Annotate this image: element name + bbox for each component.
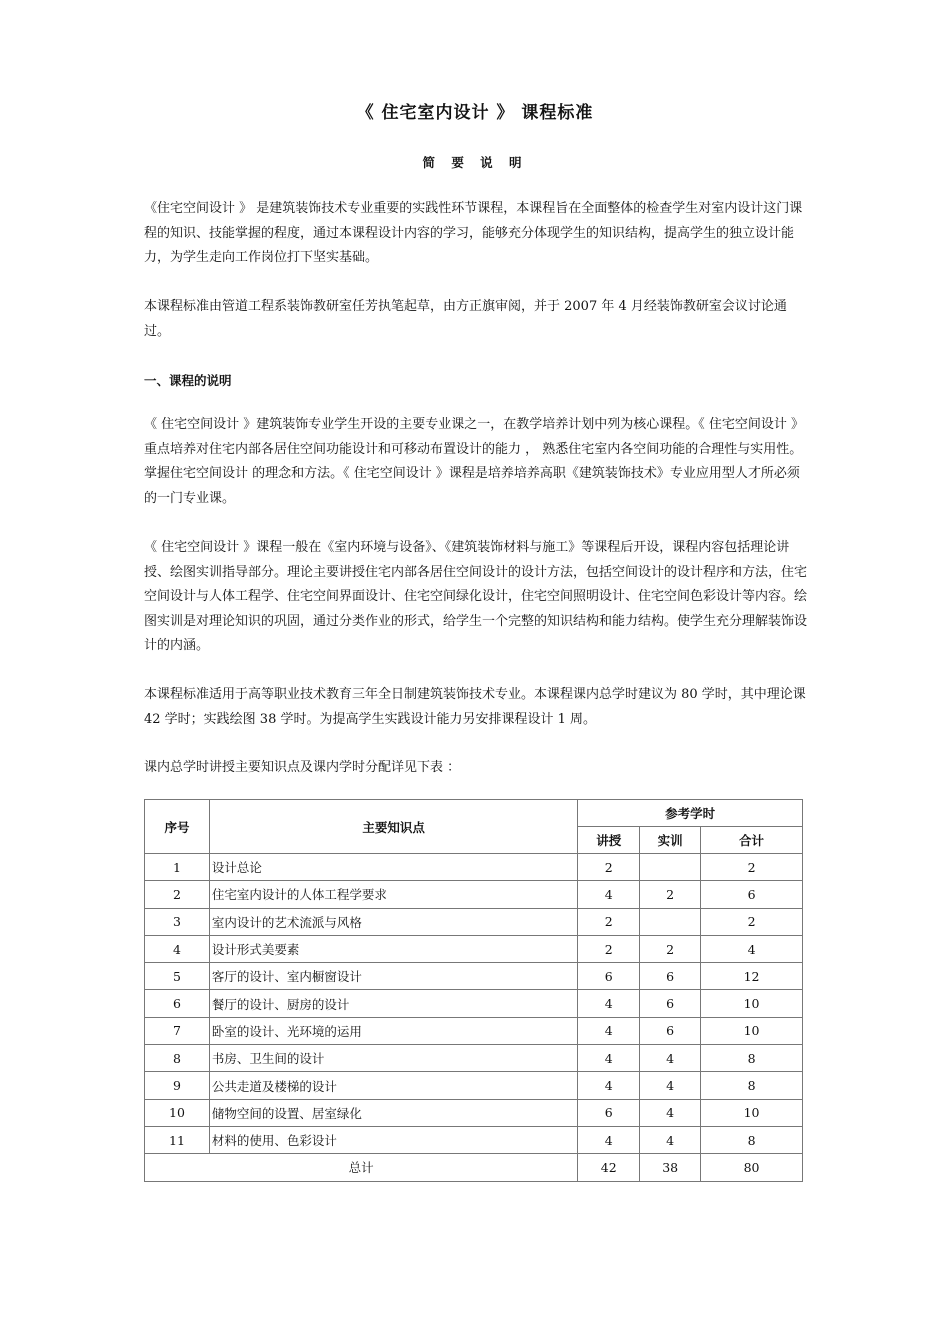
cell-topic: 卧室的设计、光环境的运用 (209, 1017, 577, 1044)
cell-total: 8 (701, 1072, 803, 1099)
cell-lecture: 4 (578, 881, 640, 908)
cell-topic: 住宅室内设计的人体工程学要求 (209, 881, 577, 908)
table-row (145, 1072, 803, 1099)
header-total: 合计 (701, 827, 803, 854)
document-title: 《 住宅室内设计 》 课程标准 (356, 103, 594, 123)
body-paragraph-2: 《 住宅空间设计 》课程一般在《室内环境与设备》、《建筑装饰材料与施工》等课程后开设，课程内容包括理论讲授、绘图实训指导部分。理论主要讲授住宅内部各居住空间设计的设计方法，包括空间设计的设计程序和方法，住宅空间设计与人体工程学、住宅空间界面设计、住宅空间绿化设计，住宅空间照明设计、住宅空间色彩设计等内容。绘图实训是对理论知识的巩固，通过分类作业的形式，给学生一个完整的知识结构和能力结构。使学生充分理解装饰设计的内涵。 (144, 540, 808, 653)
cell-practice: 2 (640, 881, 701, 908)
section-heading: 一、课程的说明 (144, 373, 232, 388)
summary-lecture: 42 (578, 1154, 640, 1181)
intro-paragraph-2: 本课程标准由管道工程系装饰教研室任芳执笔起草，由方正旗审阅，并于 2007 年 4 月经装饰教研室会议讨论通过。 (144, 299, 787, 339)
cell-no: 8 (145, 1045, 210, 1072)
summary-practice: 38 (640, 1154, 701, 1181)
cell-practice: 6 (640, 990, 701, 1017)
cell-no: 5 (145, 963, 210, 990)
cell-topic: 材料的使用、色彩设计 (209, 1126, 577, 1153)
header-lecture: 讲授 (578, 827, 640, 854)
body-paragraph-1: 《 住宅空间设计 》建筑装饰专业学生开设的主要专业课之一，在教学培养计划中列为核心课程。《 住宅空间设计 》重点培养对住宅内部各居住空间功能设计和可移动布置设计的能力 ， 熟悉住宅室内各空间功能的合理性与实用性。掌握住宅空间设计 的理念和方法。《 住宅空间设计 》课程是培养培养高职《建筑装饰技术》专业应用型人才所必须的一门专业课。 (144, 417, 805, 506)
header-practice: 实训 (640, 827, 701, 854)
cell-no: 10 (145, 1099, 210, 1126)
table-row (145, 990, 803, 1017)
summary-label: 总计 (145, 1154, 578, 1181)
table-row (145, 1017, 803, 1044)
cell-total: 10 (701, 1017, 803, 1044)
cell-topic: 储物空间的设置、居室绿化 (209, 1099, 577, 1126)
cell-practice: 4 (640, 1072, 701, 1099)
cell-lecture: 4 (578, 1045, 640, 1072)
summary-row (145, 1154, 803, 1181)
cell-no: 1 (145, 854, 210, 881)
cell-topic: 设计形式美要素 (209, 935, 577, 962)
cell-topic: 室内设计的艺术流派与风格 (209, 908, 577, 935)
cell-lecture: 4 (578, 990, 640, 1017)
cell-total: 4 (701, 935, 803, 962)
cell-practice (640, 908, 701, 935)
cell-no: 4 (145, 935, 210, 962)
header-topic: 主要知识点 (209, 800, 577, 854)
table-row (145, 908, 803, 935)
table-row (145, 963, 803, 990)
cell-practice: 4 (640, 1099, 701, 1126)
table-row (145, 1126, 803, 1153)
cell-practice: 6 (640, 963, 701, 990)
cell-lecture: 4 (578, 1072, 640, 1099)
header-ref-hours: 参考学时 (578, 800, 803, 827)
intro-paragraph-1: 《住宅空间设计 》 是建筑装饰技术专业重要的实践性环节课程，本课程旨在全面整体的检查学生对室内设计这门课程的知识、技能掌握的程度，通过本课程设计内容的学习，能够充分体现学生的知识结构，提高学生的独立设计能力，为学生走向工作岗位打下坚实基础。 (144, 201, 803, 265)
table-row (145, 854, 803, 881)
cell-total: 8 (701, 1045, 803, 1072)
cell-no: 9 (145, 1072, 210, 1099)
cell-practice: 2 (640, 935, 701, 962)
table-row (145, 1045, 803, 1072)
cell-total: 6 (701, 881, 803, 908)
cell-topic: 餐厅的设计、厨房的设计 (209, 990, 577, 1017)
cell-lecture: 2 (578, 908, 640, 935)
body-paragraph-4: 课内总学时讲授主要知识点及课内学时分配详见下表 ： (144, 760, 461, 775)
cell-lecture: 4 (578, 1017, 640, 1044)
summary-total: 80 (701, 1154, 803, 1181)
cell-no: 2 (145, 881, 210, 908)
table-row (145, 1099, 803, 1126)
header-index: 序号 (145, 800, 210, 854)
cell-practice: 4 (640, 1126, 701, 1153)
body-paragraph-3: 本课程标准适用于高等职业技术教育三年全日制建筑装饰技术专业。本课程课内总学时建议为 80 学时，其中理论课 42 学时；实践绘图 38 学时。为提高学生实践设计能力另安排课程设计 1 周。 (144, 687, 806, 727)
cell-topic: 客厅的设计、室内橱窗设计 (209, 963, 577, 990)
cell-topic: 书房、卫生间的设计 (209, 1045, 577, 1072)
cell-total: 10 (701, 1099, 803, 1126)
cell-practice: 4 (640, 1045, 701, 1072)
cell-total: 12 (701, 963, 803, 990)
cell-lecture: 6 (578, 963, 640, 990)
table-row (145, 881, 803, 908)
cell-no: 3 (145, 908, 210, 935)
cell-practice (640, 854, 701, 881)
cell-total: 10 (701, 990, 803, 1017)
table-row (145, 935, 803, 962)
hours-table (144, 799, 803, 1182)
cell-topic: 公共走道及楼梯的设计 (209, 1072, 577, 1099)
cell-lecture: 6 (578, 1099, 640, 1126)
cell-lecture: 2 (578, 935, 640, 962)
cell-no: 11 (145, 1126, 210, 1153)
cell-lecture: 2 (578, 854, 640, 881)
cell-topic: 设计总论 (209, 854, 577, 881)
cell-total: 2 (701, 908, 803, 935)
cell-lecture: 4 (578, 1126, 640, 1153)
document-subtitle: 简 要 说 明 (422, 155, 528, 170)
cell-no: 6 (145, 990, 210, 1017)
cell-total: 8 (701, 1126, 803, 1153)
cell-practice: 6 (640, 1017, 701, 1044)
cell-total: 2 (701, 854, 803, 881)
cell-no: 7 (145, 1017, 210, 1044)
